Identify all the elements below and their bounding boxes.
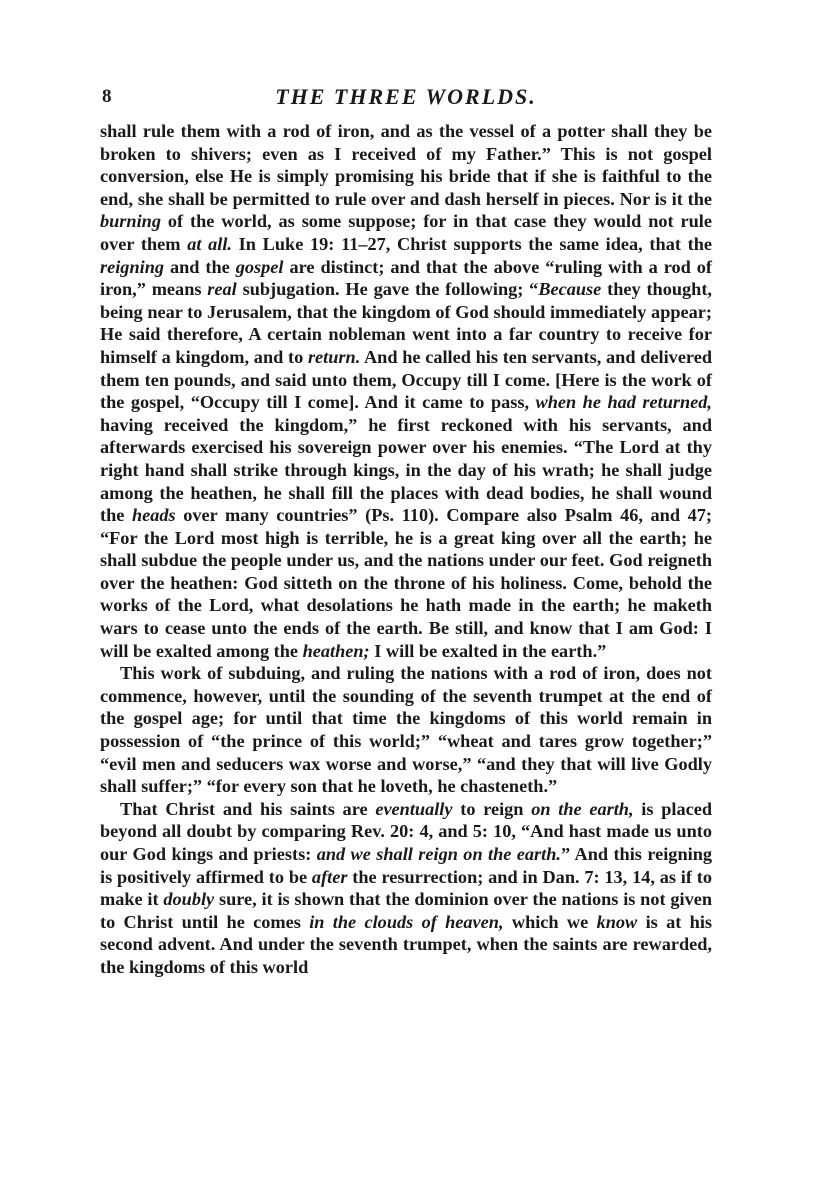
text-run: is placed beyond all doubt by comparing Rev. 20: 4, and 5: 10, “And hast made us unto our God kings and priests:	[100, 798, 712, 864]
italic-run: return.	[307, 346, 361, 367]
book-page	[100, 80, 712, 979]
italic-run: real	[207, 279, 237, 300]
text-run: ” And this reigning is positively affirmed to be	[100, 844, 713, 887]
italic-run: know	[596, 911, 638, 932]
text-run: This work of subduing, and ruling the nations with a rod of iron, does not commence, however, until the sounding of the seventh trumpet at the end of the gospel age; for until that time the kingdoms of this world remain in possession of “the prince of this world;” “wheat and tares grow together;” “evil men and seducers wax worse and worse,” “and they that will live Godly shall suffer;” “for every son that he loveth, he chasteneth.”	[100, 663, 712, 797]
text-run: which we	[503, 911, 597, 932]
italic-run: heathen;	[302, 640, 370, 661]
italic-run: burning	[100, 211, 161, 232]
text-run: having received the kingdom,” he first reckoned with his servants, and afterwards exercised his sovereign power over his enemies. “The Lord at thy right hand shall strike through kings, in the day of his wrath; he shall judge among the heathen, he shall fill the places with dead bodies, he shall wound the	[100, 414, 712, 526]
text-run: I will be exalted in the earth.”	[369, 640, 607, 661]
italic-run: doubly	[163, 889, 215, 910]
text-run: are distinct; and that the above “ruling with a rod of iron,” means	[100, 256, 712, 300]
italic-run: at all.	[187, 233, 232, 254]
italic-run: heads	[131, 505, 176, 526]
italic-run: on the earth,	[531, 798, 634, 819]
page-number: 8	[102, 86, 112, 107]
text-run: In Luke 19: 11–27, Christ supports the same idea, that the	[231, 233, 712, 254]
italic-run: Because	[538, 279, 602, 300]
text-run: is at his second advent. And under the seventh trumpet, when the saints are rewarded, the kingdoms of this world	[100, 911, 713, 977]
text-run: to reign	[452, 798, 532, 819]
running-title: THE THREE WORLDS.	[275, 84, 537, 109]
running-head	[100, 80, 712, 114]
body-text	[100, 120, 712, 979]
paragraph	[100, 798, 712, 979]
italic-run: when he had returned,	[535, 392, 712, 413]
italic-run: in the clouds of heaven,	[309, 911, 504, 932]
italic-run: gospel	[235, 256, 284, 277]
text-run: And he called his ten servants, and delivered them ten pounds, and said unto them, Occupy till I come. [Here is the work of the gospel, “Occupy till I come]. And it came to pass,	[100, 346, 712, 413]
text-run: sure, it is shown that the dominion over the nations is not given to Christ until he comes	[100, 889, 712, 932]
text-run: of the world, as some suppose; for in that case they would not rule over them	[100, 211, 712, 254]
paragraph	[100, 120, 712, 662]
text-run: and the	[164, 256, 236, 277]
text-run: they thought, being near to Jerusalem, that the kingdom of God should immediately appear; He said therefore, A certain nobleman went into a far country to receive for himself a kingdom, and to	[100, 279, 712, 367]
text-run: over many countries” (Ps. 110). Compare also Psalm 46, and 47; “For the Lord most high is terrible, he is a great king over all the earth; he shall subdue the people under us, and the nations under our feet. God reigneth over the heathen: God sitteth on the throne of his holiness. Come, behold the works of the Lord, what desolations he hath made in the earth; he maketh wars to cease unto the ends of the earth. Be still, and know that I am God: I will be exalted among the	[100, 505, 712, 661]
text-run: shall rule them with a rod of iron, and as the vessel of a potter shall they be broken to shivers; even as I received of my Father.” This is not gospel conversion, else He is simply promising his bride that if she is faithful to the end, she shall be permitted to rule over and dash herself in pieces. Nor is it the	[100, 121, 712, 209]
text-run: That Christ and his saints are	[120, 798, 376, 819]
paragraph	[100, 662, 712, 798]
italic-run: reigning	[100, 256, 165, 277]
italic-run: after	[311, 866, 348, 887]
italic-run: and we shall reign on the earth.	[316, 844, 561, 864]
text-run: subjugation. He gave the following; “	[236, 279, 539, 300]
text-run: the resurrection; and in Dan. 7: 13, 14, as if to make it	[100, 866, 712, 910]
italic-run: eventually	[375, 798, 453, 819]
